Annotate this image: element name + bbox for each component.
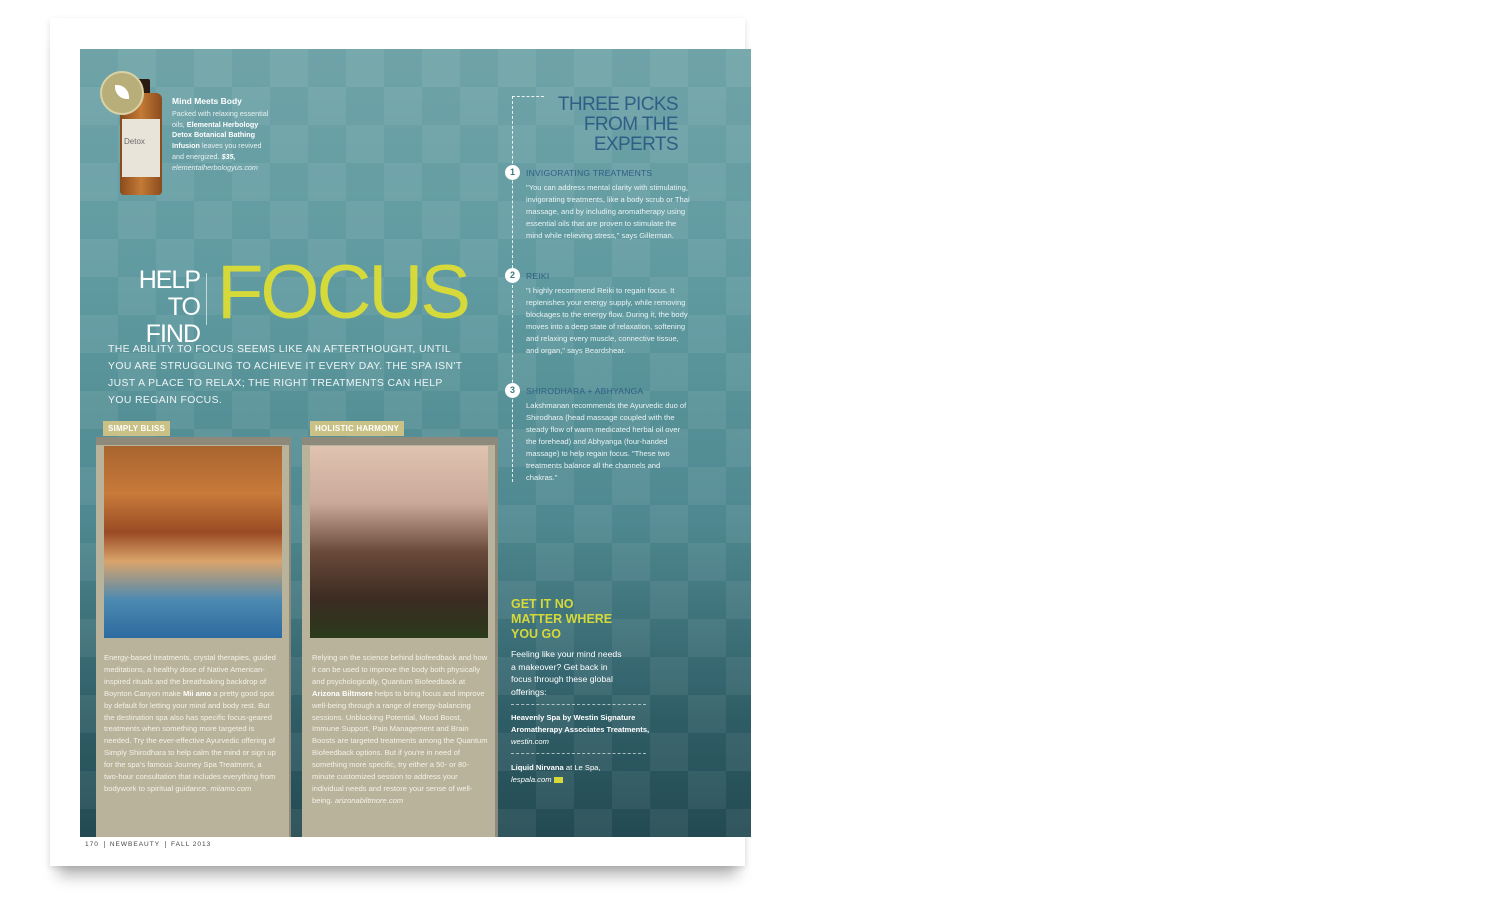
column-tag-simply-bliss: SIMPLY BLISS bbox=[103, 421, 170, 436]
spa-name-mii-amo: Mii amo bbox=[182, 688, 212, 698]
headline-focus: FOCUS bbox=[217, 250, 468, 335]
spa-name-arizona-biltmore: Arizona Biltmore bbox=[312, 688, 373, 698]
get-it-intro: Feeling like your mind needs a makeover? Get back in focus through these global offerings: bbox=[511, 649, 622, 697]
miiamo-url[interactable]: miiamo.com bbox=[210, 783, 252, 793]
column-text-holistic-harmony: Relying on the science behind biofeedback and how it can be used to improve the body both physically and psychologically, Quantum Biofeedback at Arizona Biltmore helps to bring focus and improve well-being through a range of energy-balancing sessions. Unblocking Potential, Mood Boost, Immune Support, Pain Management and Brain Boosts are targeted treatments among the Quantum Biofeedback options. But if you're in need of something more specific, try either a 50- or 80-minute customized session to address your individual needs and restore your sense of well-being. arizonabiltmore.com bbox=[312, 653, 488, 805]
product-intro: Packed with relaxing essential oils, bbox=[172, 108, 269, 129]
pick-heading-3: SHIRODHARA + ABHYANGA bbox=[526, 386, 644, 396]
product-title: Mind Meets Body bbox=[172, 96, 242, 106]
pick-heading-1: INVIGORATING TREATMENTS bbox=[526, 168, 653, 178]
offer-le-spa: Liquid Nirvana at Le Spa, lespala.com bbox=[511, 763, 601, 784]
bottle-label-text: Detox bbox=[124, 137, 145, 146]
issue-date: FALL 2013 bbox=[171, 841, 212, 848]
column-text-simply-bliss: Energy-based treatments, crystal therapies, guided meditations, a healthy dose of Native American-inspired rituals and the breathtaking backdrop of Boynton Canyon make Mii amo a pretty good spot by default for letting your mind and body rest. But the destination spa also has specific focus-geared treatments when something more targeted is needed. Try the ever-effective Ayurvedic offering of Simply Shirodhara to help calm the mind or sign up for the spa's famous Journey Spa Treatment, a two-hour consultation that includes everything from bodywork to spiritual guidance. miiamo.com bbox=[104, 653, 276, 793]
article-dek: THE ABILITY TO FOCUS SEEMS LIKE AN AFTERTHOUGHT, UNTIL YOU ARE STRUGGLING TO ACHIEVE IT EVERY DAY. THE SPA ISN'T JUST A PLACE TO RELAX; THE RIGHT TREATMENTS CAN HELP YOU REGAIN FOCUS. bbox=[108, 344, 463, 406]
headline-to-find: TO FIND bbox=[145, 293, 200, 348]
get-it-heading: GET IT NO MATTER WHERE YOU GO bbox=[511, 597, 613, 641]
offer-westin: Heavenly Spa by Westin Signature Aromatherapy Associates Treatments, westin.com bbox=[511, 713, 650, 746]
organic-seal-icon bbox=[100, 71, 144, 115]
pick-number-2: 2 bbox=[505, 268, 520, 283]
page-folio bbox=[80, 841, 216, 848]
spa-interior-photo bbox=[104, 446, 282, 638]
experts-title: THREE PICKS FROM THE EXPERTS bbox=[557, 94, 678, 155]
teal-panel bbox=[80, 49, 751, 837]
headline-kicker bbox=[108, 267, 200, 348]
product-callout bbox=[172, 96, 272, 174]
biltmore-building-photo bbox=[310, 446, 488, 638]
product-price: $35, bbox=[221, 151, 236, 161]
product-desc: leaves you revived and energized. bbox=[172, 141, 262, 161]
pick-number-3: 3 bbox=[505, 383, 520, 398]
arizonabiltmore-url[interactable]: arizonabiltmore.com bbox=[334, 795, 404, 805]
product-url[interactable]: elementalherbologyus.com bbox=[172, 162, 258, 172]
end-mark-icon bbox=[554, 777, 563, 783]
magazine-name: NEWBEAUTY bbox=[105, 841, 166, 848]
column-tag-holistic-harmony: HOLISTIC HARMONY bbox=[310, 421, 404, 436]
westin-url[interactable]: westin.com bbox=[511, 737, 549, 746]
pick-heading-2: REIKI bbox=[526, 271, 550, 281]
divider bbox=[511, 753, 646, 754]
pick-number-1: 1 bbox=[505, 165, 520, 180]
product-name: Elemental Herbology Detox Botanical Bathing Infusion bbox=[172, 119, 259, 151]
pick-text-3: Lakshmanan recommends the Ayurvedic duo of Shirodhara (head massage coupled with the steady flow of warm medicated herbal oil over the forehead) and Abhyanga (four-handed massage) to help regain focus. "These two treatments balance all the channels and chakras." bbox=[526, 401, 687, 482]
headline-help: HELP bbox=[138, 266, 200, 294]
lespala-url[interactable]: lespala.com bbox=[511, 775, 552, 784]
pick-text-2: "I highly recommend Reiki to regain focus. It replenishes your energy supply, while removing blockages to the energy flow. During it, the body moves into a deep state of relaxation, softening and relaxing every muscle, connective tissue, and organ," says Beardshear. bbox=[526, 286, 688, 355]
page-number: 170 bbox=[80, 841, 105, 848]
divider bbox=[511, 704, 646, 705]
pick-text-1: "You can address mental clarity with stimulating, invigorating treatments, like a body scrub or Thai massage, and by including aromatherapy using essential oils that are proven to stimulate the mind while relieving stress," says Gillerman. bbox=[526, 183, 690, 240]
headline-divider bbox=[206, 273, 207, 325]
